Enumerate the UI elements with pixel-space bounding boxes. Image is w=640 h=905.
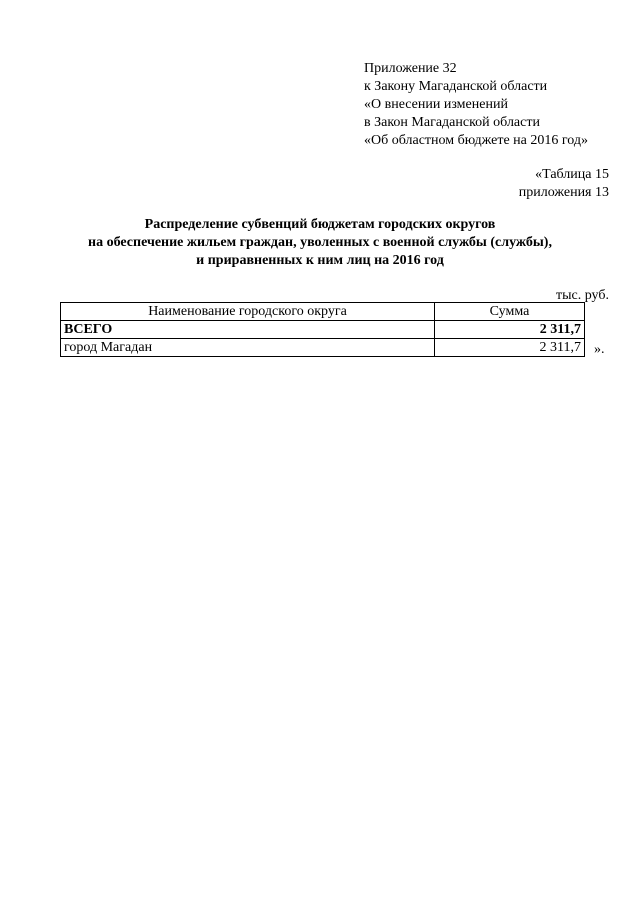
closing-quote-mark: ». (594, 342, 605, 357)
appendix-line: «Об областном бюджете на 2016 год» (364, 133, 588, 148)
header-sum: Сумма (435, 303, 585, 321)
document-title-line: и приравненных к ним лиц на 2016 год (196, 253, 444, 268)
table-reference (519, 166, 609, 202)
document-title-line: на обеспечение жильем граждан, уволенных с военной службы (службы), (88, 235, 552, 250)
appendix-block (364, 60, 588, 150)
appendix-line: Приложение 32 (364, 61, 457, 76)
appendix-line: в Закон Магаданской области (364, 115, 540, 130)
row-sum: 2 311,7 (435, 339, 585, 357)
appendix-line: к Закону Магаданской области (364, 79, 548, 94)
row-name: город Магадан (61, 339, 435, 357)
units-label: тыс. руб. (556, 288, 609, 303)
row-sum: 2 311,7 (435, 321, 585, 339)
subsidy-table (60, 302, 585, 357)
table-header-row (61, 303, 585, 321)
document-title-line: Распределение субвенций бюджетам городских округов (144, 217, 496, 232)
row-name: ВСЕГО (61, 321, 435, 339)
table-reference-line: приложения 13 (518, 185, 609, 200)
table-reference-line: «Таблица 15 (535, 167, 609, 182)
appendix-line: «О внесении изменений (364, 97, 508, 112)
document-title (40, 216, 600, 270)
header-district-name: Наименование городского округа (61, 303, 435, 321)
table-row (61, 339, 585, 357)
table-row-total (61, 321, 585, 339)
